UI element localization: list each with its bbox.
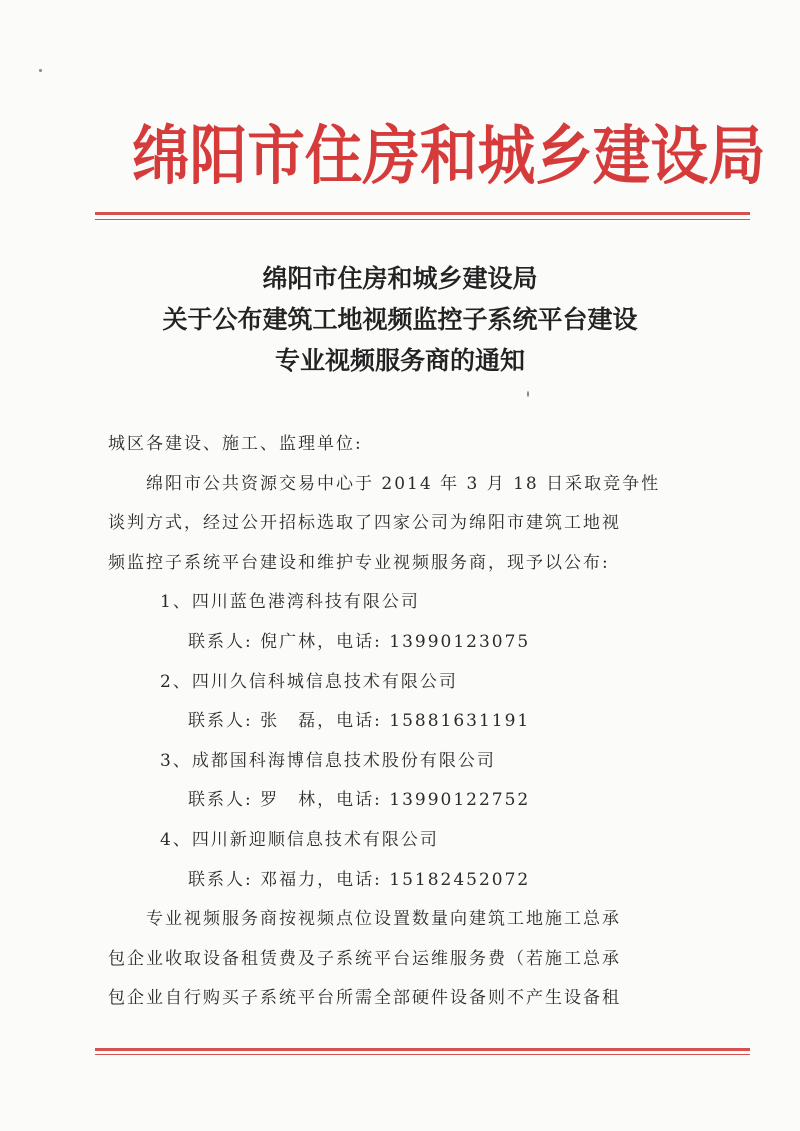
company-1-name: 1、四川蓝色港湾科技有限公司 [160,592,420,613]
scan-speck [527,391,529,397]
header-rule-thick [95,212,750,215]
title-line-2: 关于公布建筑工地视频监控子系统平台建设 [162,305,638,334]
title-line-1: 绵阳市住房和城乡建设局 [262,264,538,293]
company-2-contact: 联系人: 张 磊，电话: 15881631191 [188,711,531,732]
company-4-name: 4、四川新迎顺信息技术有限公司 [160,829,439,850]
company-3-contact: 联系人: 罗 林，电话: 13990122752 [188,790,531,811]
closing-line-3: 包企业自行购买子系统平台所需全部硬件设备则不产生设备租 [108,988,621,1009]
closing-line-2: 包企业收取设备租赁费及子系统平台运维服务费（若施工总承 [108,948,621,969]
title-line-3: 专业视频服务商的通知 [274,346,525,375]
footer-rule-thick [95,1048,750,1051]
letterhead: 绵阳市住房和城乡建设局 [132,119,766,194]
salutation: 城区各建设、施工、监理单位: [108,434,363,454]
scan-speck [39,69,42,72]
company-4-contact: 联系人: 邓福力，电话: 15182452072 [188,869,531,890]
footer-rule-thin [95,1054,750,1055]
document-body [108,425,728,1019]
header-rule-thin [95,219,750,220]
company-2-name: 2、四川久信科城信息技术有限公司 [160,671,458,692]
company-3-name: 3、成都国科海博信息技术股份有限公司 [160,750,496,771]
document-title [80,258,720,381]
closing-line-1: 专业视频服务商按视频点位设置数量向建筑工地施工总承 [146,909,621,930]
intro-line-2: 谈判方式，经过公开招标选取了四家公司为绵阳市建筑工地视 [108,513,621,534]
intro-line-1: 绵阳市公共资源交易中心于 2014 年 3 月 18 日采取竞争性 [146,473,661,494]
intro-line-3: 频监控子系统平台建设和维护专业视频服务商，现予以公布: [108,552,610,573]
company-1-contact: 联系人: 倪广林，电话: 13990123075 [188,631,531,652]
